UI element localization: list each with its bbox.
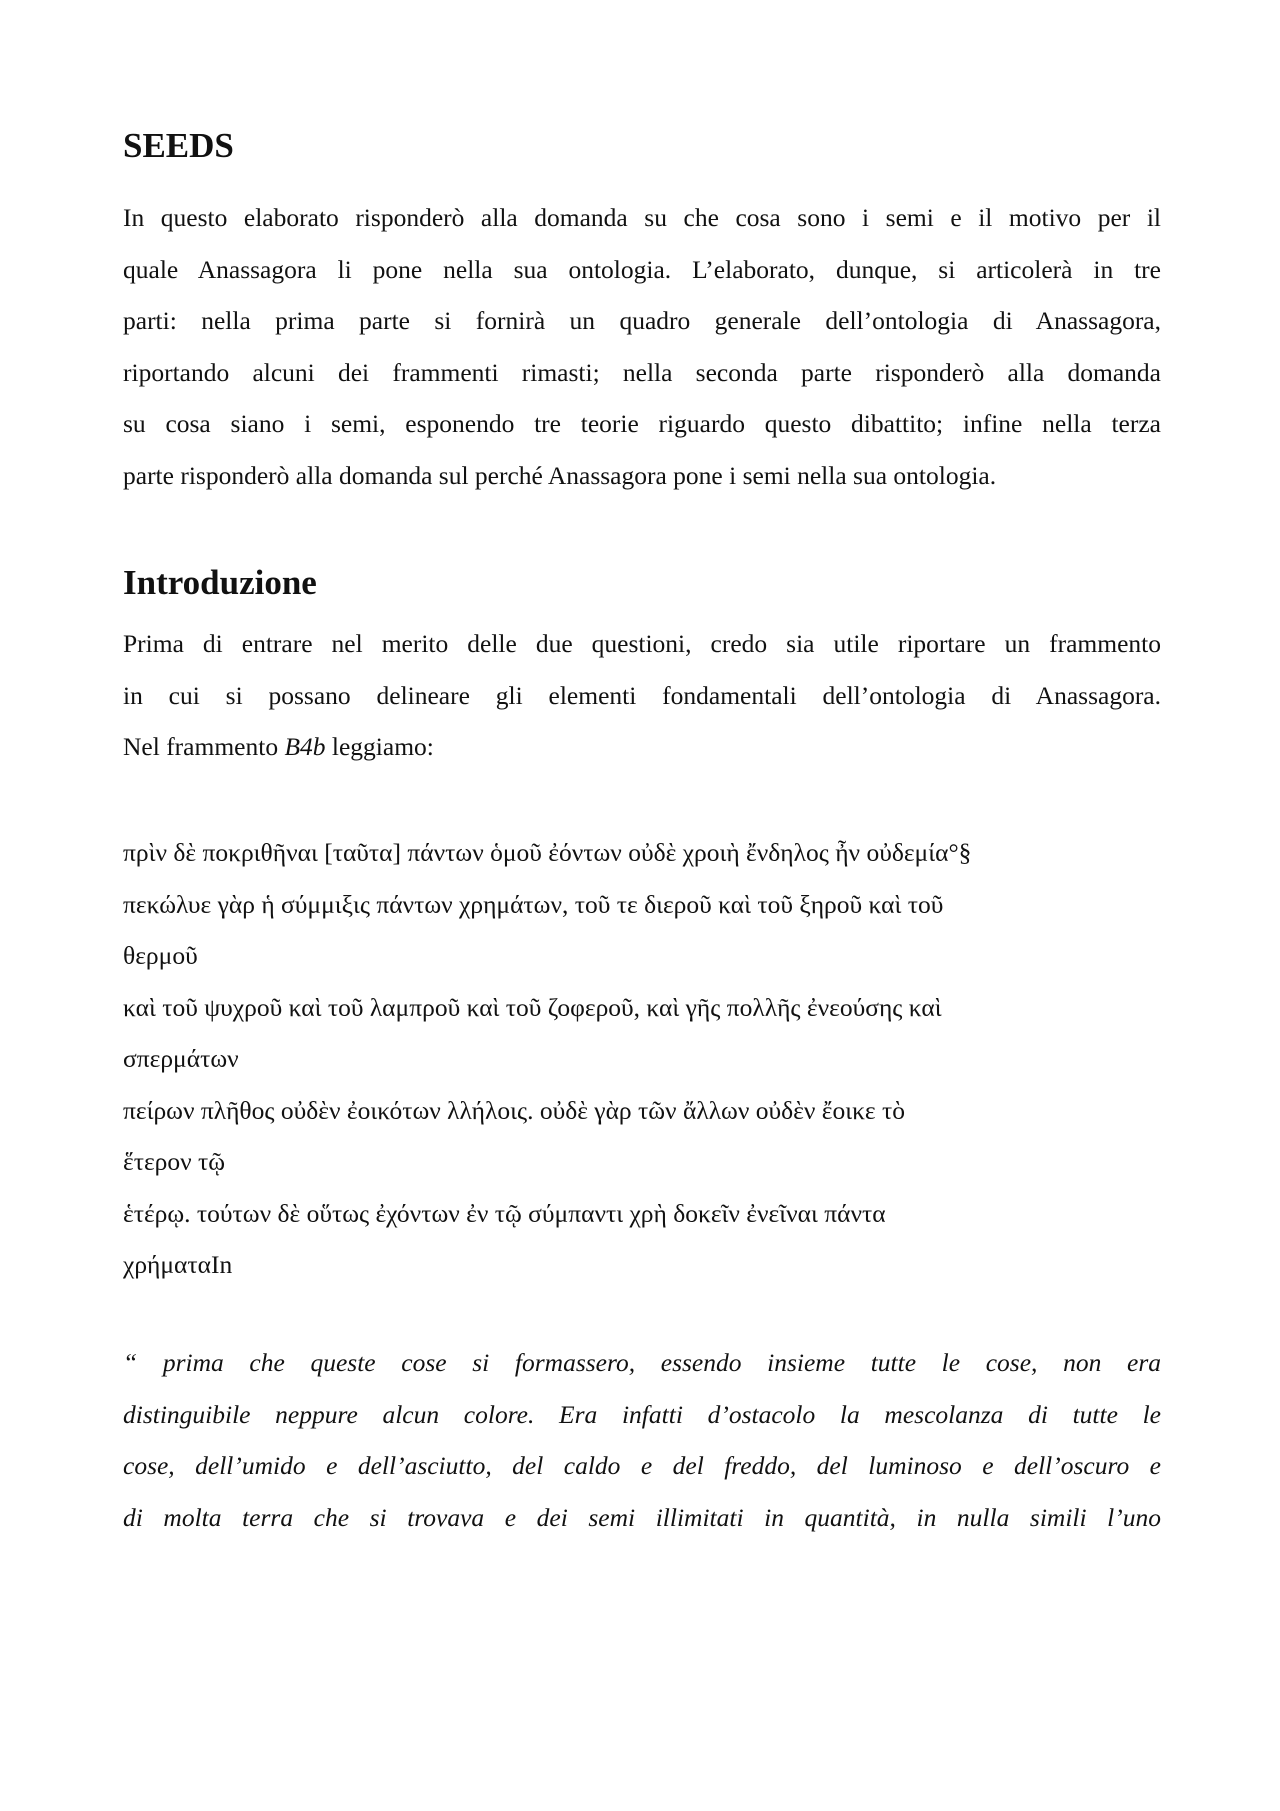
greek-line: καὶ τοῦ ψυχροῦ καὶ τοῦ λαμπροῦ καὶ τοῦ ζοφεροῦ, καὶ γῆς πολλῆς ἐνεούσης καὶ (123, 992, 942, 1022)
line-prefix: Nel frammento (123, 732, 285, 761)
line-suffix: leggiamo: (325, 732, 434, 761)
paragraph-line: parti: nella prima parte si fornirà un quadro generale dell’ontologia di Anassagora, (123, 306, 1161, 335)
fragment-reference: B4b (284, 732, 326, 761)
translation-line: distinguibile neppure alcun colore. Era infatti d’ostacolo la mescolanza di tutte le (123, 1399, 1161, 1429)
intro-paragraph (123, 192, 1161, 501)
italian-translation (123, 1337, 1161, 1543)
greek-line: χρήματαIn (123, 1250, 233, 1279)
paragraph-line: quale Anassagora li pone nella sua ontologia. L’elaborato, dunque, si articolerà in tre (123, 254, 1161, 284)
paragraph-line: riportando alcuni dei frammenti rimasti; nella seconda parte risponderò alla domanda (123, 357, 1161, 387)
greek-line: θερμοῦ (123, 941, 198, 970)
greek-line: ἕτερον τῷ (123, 1147, 226, 1176)
introduzione-paragraph (123, 618, 1161, 773)
paragraph-line: in cui si possano delineare gli elementi fondamentali dell’ontologia di Anassagora. (123, 680, 1161, 710)
greek-line: πείρων πλῆθος οὐδὲν ἐοικότων λλήλοις. οὐδὲ γὰρ τῶν ἄλλων οὐδὲν ἔοικε τὸ (123, 1095, 905, 1125)
translation-line: cose, dell’umido e dell’asciutto, del caldo e del freddo, del luminoso e dell’oscuro e (123, 1451, 1161, 1480)
translation-line: “ prima che queste cose si formassero, essendo insieme tutte le cose, non era (123, 1348, 1161, 1377)
paragraph-line: Prima di entrare nel merito delle due questioni, credo sia utile riportare un frammento (123, 629, 1161, 658)
paragraph-line: parte risponderò alla domanda sul perché Anassagora pone i semi nella sua ontologia. (123, 460, 997, 490)
greek-fragment (123, 827, 1161, 1291)
paragraph-line (123, 721, 1161, 773)
section-title-seeds: SEEDS (123, 126, 234, 165)
paragraph-line: In questo elaborato risponderò alla domanda su che cosa sono i semi e il motivo per il (123, 203, 1161, 232)
greek-line: πρὶν δὲ ποκριθῆναι [ταῦτα] πάντων ὁμοῦ ἐόντων οὐδὲ χροιὴ ἔνδηλος ἦν οὐδεμία°§ (123, 838, 972, 867)
section-title-introduzione: Introduzione (123, 563, 317, 602)
paragraph-line: su cosa siano i semi, esponendo tre teorie riguardo questo dibattito; infine nella terza (123, 409, 1161, 438)
greek-line: ἑτέρῳ. τούτων δὲ οὕτως ἐχόντων ἐν τῷ σύμπαντι χρὴ δοκεῖν ἐνεῖναι πάντα (123, 1198, 886, 1228)
translation-line: di molta terra che si trovava e dei semi illimitati in quantità, in nulla simili l’uno (123, 1502, 1161, 1532)
greek-line: σπερμάτων (123, 1044, 239, 1073)
greek-line: πεκώλυε γὰρ ἡ σύμμιξις πάντων χρημάτων, τοῦ τε διεροῦ καὶ τοῦ ξηροῦ καὶ τοῦ (123, 889, 944, 919)
